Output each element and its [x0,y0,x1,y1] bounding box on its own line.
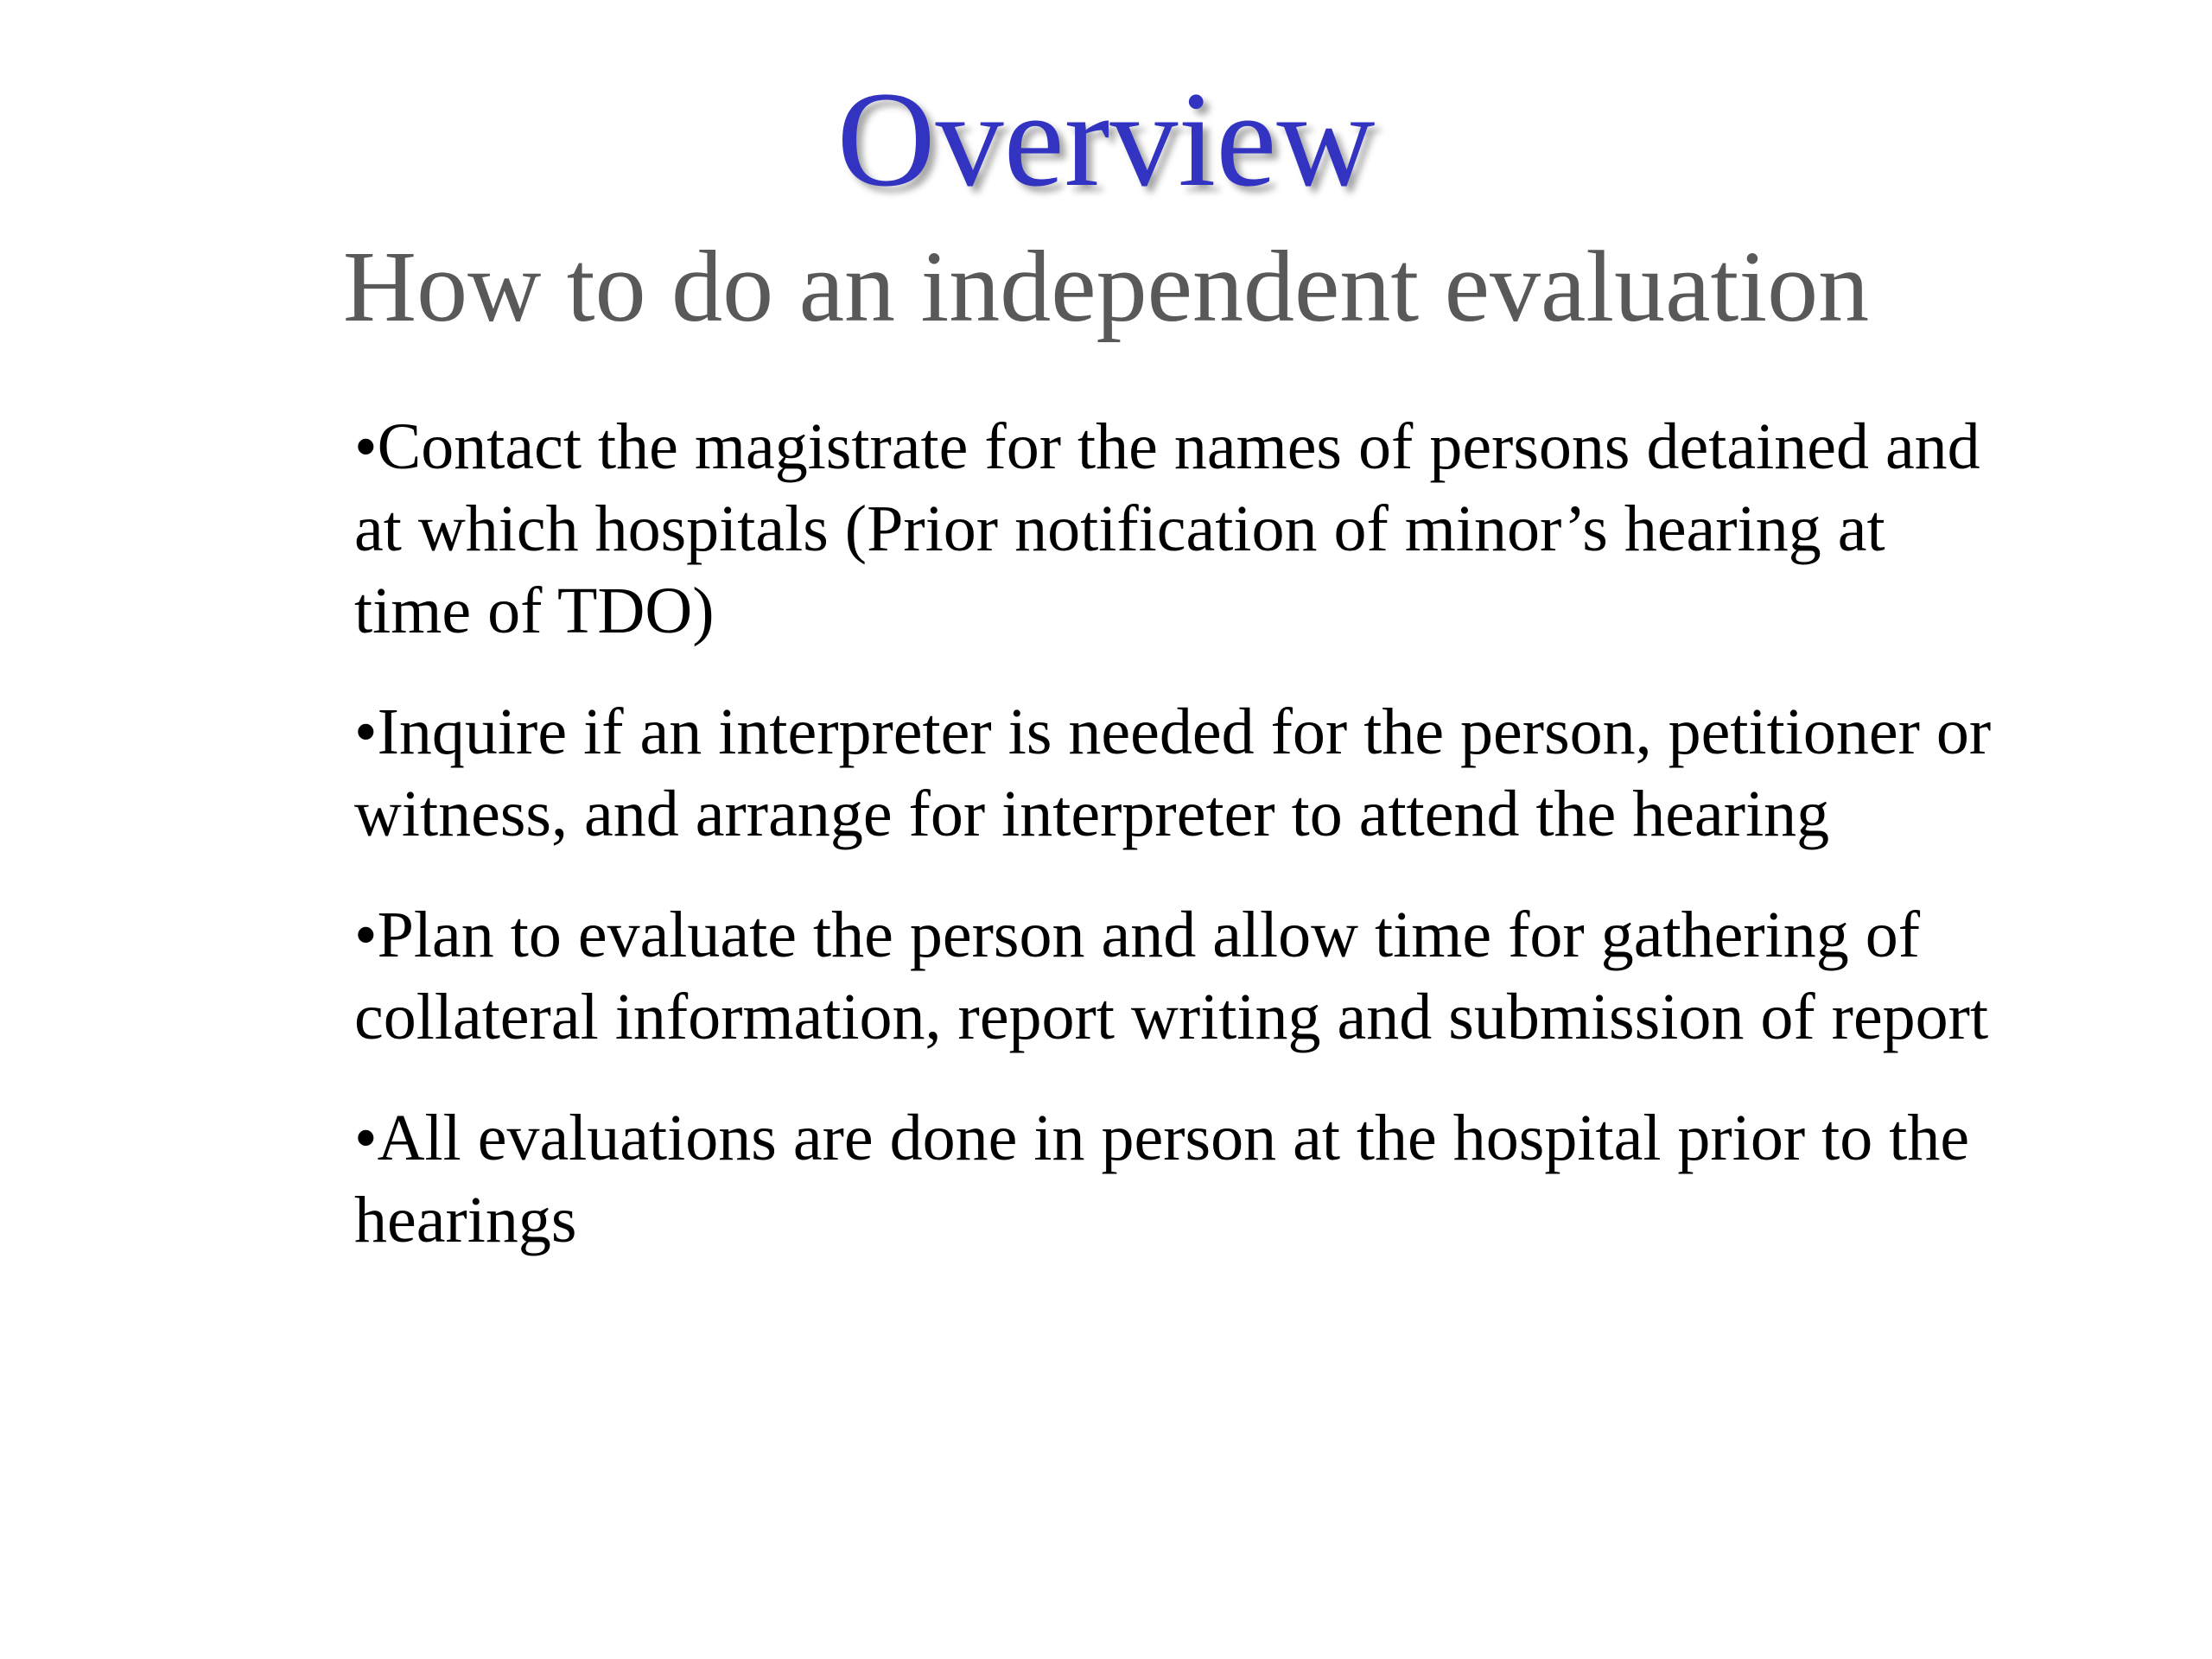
bullet-item [354,894,1996,1058]
bullet-list [354,406,1996,1300]
bullet-text: Plan to evaluate the person and allow time for gathering of collateral information, report writing and submission of report [354,899,1989,1053]
bullet-text: Inquire if an interpreter is needed for the person, petitioner or witness, and arrange for interpreter to attend the hearing [354,696,1992,850]
bullet-text: Contact the magistrate for the names of persons detained and at which hospitals (Prior notification of minor’s hearing at time of TDO) [354,410,1980,647]
bullet-text: All evaluations are done in person at the hospital prior to the hearings [354,1102,1970,1256]
bullet-item [354,1097,1996,1262]
bullet-item [354,406,1996,652]
slide-title: Overview [836,64,1376,215]
bullet-mark: • [354,410,378,483]
bullet-mark: • [354,899,378,971]
bullet-mark: • [354,696,378,768]
slide-subtitle: How to do an independent evaluation [342,230,1870,343]
bullet-mark: • [354,1102,378,1174]
bullet-item [354,691,1996,855]
